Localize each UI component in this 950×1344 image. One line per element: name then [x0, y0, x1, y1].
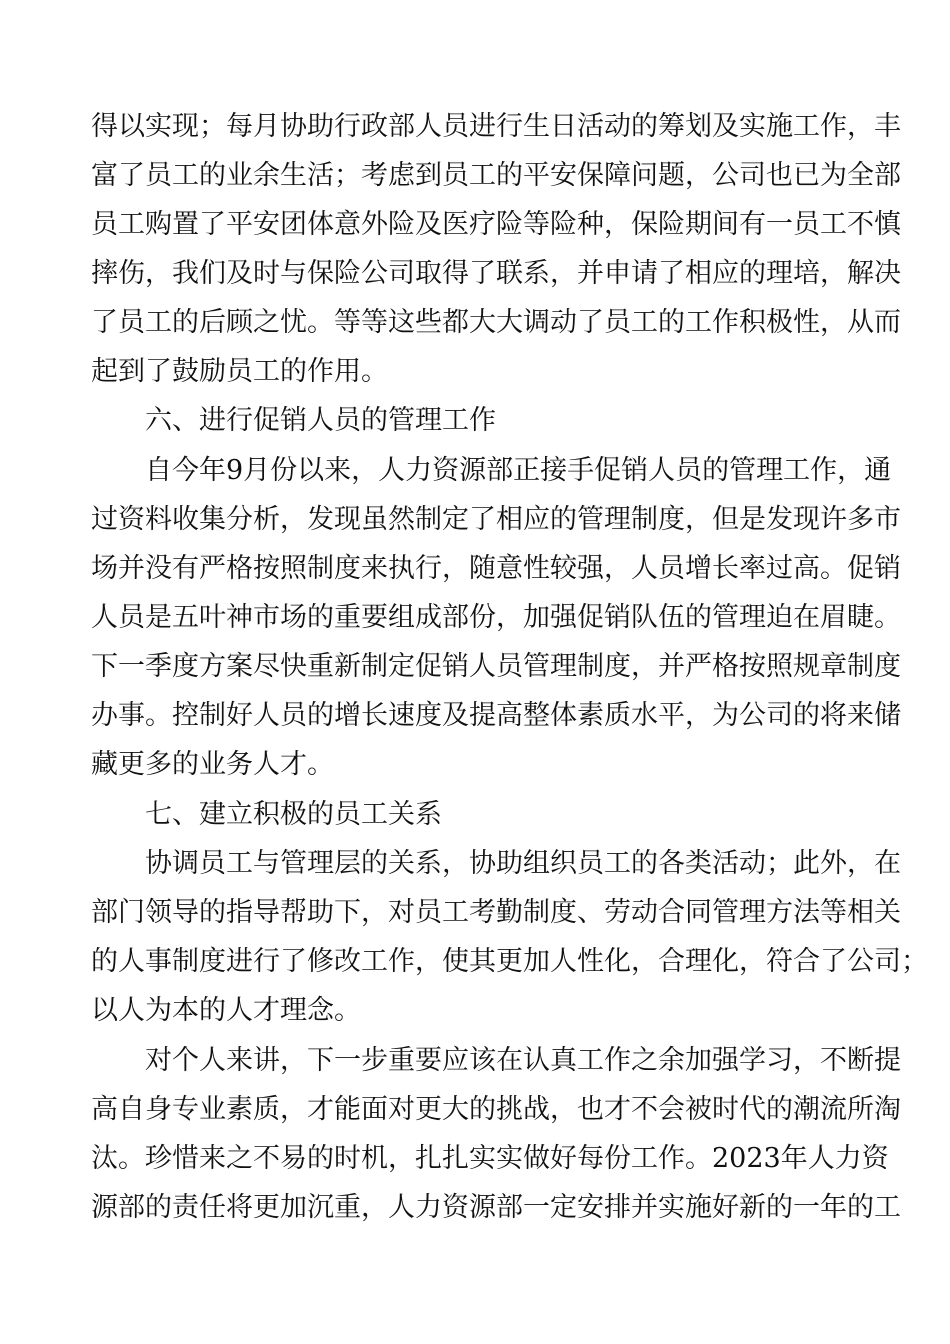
- section-heading: 六、进行促销人员的管理工作: [145, 405, 496, 436]
- text-line: 部门领导的指导帮助下，对员工考勤制度、劳动合同管理方法等相关: [91, 897, 901, 928]
- text-line: 摔伤，我们及时与保险公司取得了联系，并申请了相应的理培，解决: [91, 258, 901, 289]
- text-line: 场并没有严格按照制度来执行，随意性较强，人员增长率过高。促销: [91, 553, 901, 584]
- text-line: 下一季度方案尽快重新制定促销人员管理制度，并严格按照规章制度: [91, 651, 901, 682]
- text-line: 源部的责任将更加沉重，人力资源部一定安排并实施好新的一年的工: [91, 1192, 901, 1223]
- text-line: 人员是五叶神市场的重要组成部份，加强促销队伍的管理迫在眉睫。: [91, 602, 901, 633]
- text-line: 藏更多的业务人才。: [91, 749, 334, 780]
- text-line: 汰。珍惜来之不易的时机，扎扎实实做好每份工作。2023年人力资: [91, 1143, 889, 1174]
- section-heading: 七、建立积极的员工关系: [145, 799, 442, 830]
- text-line: 富了员工的业余生活；考虑到员工的平安保障问题，公司也已为全部: [91, 160, 901, 191]
- text-line: 的人事制度进行了修改工作，使其更加人性化，合理化，符合了公司；: [91, 946, 928, 977]
- text-line: 了员工的后顾之忧。等等这些都大大调动了员工的工作积极性，从而: [91, 307, 901, 338]
- text-line: 过资料收集分析，发现虽然制定了相应的管理制度，但是发现许多市: [91, 504, 901, 535]
- text-line: 员工购置了平安团体意外险及医疗险等险种，保险期间有一员工不慎: [91, 209, 901, 240]
- paragraph-first-line: 对个人来讲，下一步重要应该在认真工作之余加强学习，不断提: [145, 1045, 901, 1076]
- paragraph-first-line: 自今年9月份以来，人力资源部正接手促销人员的管理工作，通: [145, 455, 892, 486]
- text-line: 得以实现；每月协助行政部人员进行生日活动的筹划及实施工作，丰: [91, 111, 901, 142]
- paragraph-first-line: 协调员工与管理层的关系，协助组织员工的各类活动；此外，在: [145, 848, 901, 879]
- text-line: 高自身专业素质，才能面对更大的挑战，也才不会被时代的潮流所淘: [91, 1094, 901, 1125]
- text-line: 以人为本的人才理念。: [91, 995, 361, 1026]
- text-line: 办事。控制好人员的增长速度及提高整体素质水平，为公司的将来储: [91, 700, 901, 731]
- text-line: 起到了鼓励员工的作用。: [91, 356, 388, 387]
